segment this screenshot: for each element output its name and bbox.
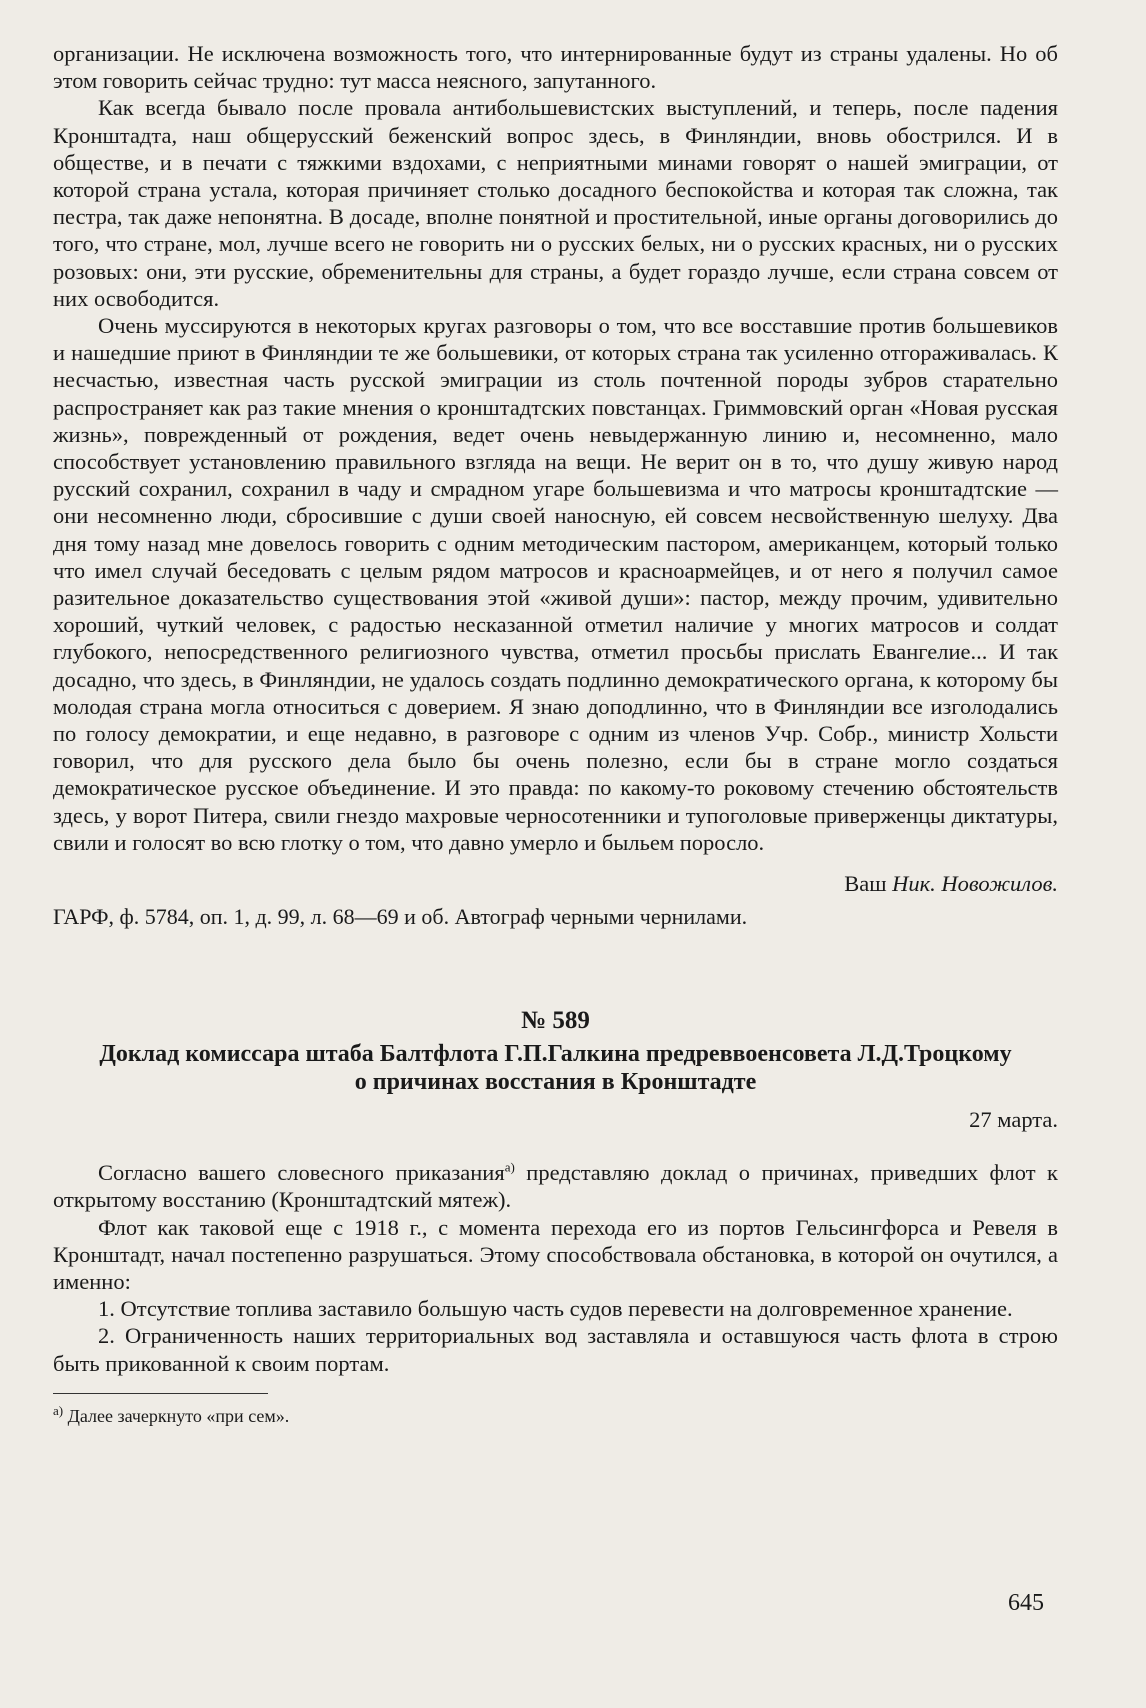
report-paragraph-2: Флот как таковой еще с 1918 г., с момента перехода его из портов Гельсингфорса и Ревеля в Кронштадт, начал постепенно разрушаться. Этому способствовала обстановка, в которой он очутился, а именно:: [53, 1214, 1058, 1294]
footnote: [53, 1404, 1058, 1428]
archive-note: ГАРФ, ф. 5784, оп. 1, д. 99, л. 68—69 и об. Автограф черными чернилами.: [53, 904, 748, 930]
page-number: 645: [1008, 1590, 1044, 1616]
letter-paragraph-1: организации. Не исключена возможность того, что интернированные будут из страны удалены. Но об этом говорить сейчас трудно: тут масса неясного, запутанного.: [53, 41, 1058, 94]
letter-paragraph-2: Как всегда бывало после провала антибольшевистских выступлений, и теперь, после падения Кронштадта, наш общерусский беженский вопрос здесь, в Финляндии, вновь обострился. И в обществе, и в печати с тяжкими вздохами, с неприятными минами говорят о нашей эмиграции, от которой страна устала, которая причиняет столько досадного беспокойства и которая так сложна, так пестра, так даже непонятна. В досаде, вполне понятной и простительной, иные органы договорились до того, что стране, мол, лучше всего не говорить ни о русских белых, ни о русских красных, ни о русских розовых: они, эти русские, обременительны для страны, а будет гораздо лучше, если страна совсем от них освободится.: [53, 95, 1058, 311]
signature: [53, 870, 1058, 897]
letter-paragraph-3: Очень муссируются в некоторых кругах разговоры о том, что все восставшие против большевиков и нашедшие приют в Финляндии те же большевики, от которых страна так усиленно отгораживалась. К несчастью, известная часть русской эмиграции из столь почтенной породы зубров старательно распространяет как раз такие мнения о кронштадтских повстанцах. Гриммовский орган «Новая русская жизнь», поврежденный от рождения, ведет очень невыдержанную линию и, несомненно, мало способствует установлению правильного взгляда на вещи. Не верит он в то, что душу живую народ русский сохранил, сохранил в чаду и смрадном угаре большевизма и что матросы кронштадтские — они несомненно люди, сбросившие с души своей наносную, ей совсем несвойственную шелуху. Два дня тому назад мне довелось говорить с одним методическим пастором, американцем, который только что имел случай беседовать с целым рядом матросов и красноармейцев, и от него я получил самое разительное доказательство существования этой «живой души»: пастор, между прочим, удивительно хороший, чуткий человек, с радостью несказанной отметил наличие у многих матросов и солдат глубокого, непосредственного религиозного чувства, отметил просьбы прислать Евангелие... И так досадно, что здесь, в Финляндии, не удалось создать подлинно демократического органа, к которому бы молодая страна могла относиться с доверием. Я знаю доподлинно, что в Финляндии все изголодались по голосу демократии, и еще недавно, в разговоре с одним из членов Учр. Собр., министр Хольсти говорил, что для русского дела было бы очень полезно, если бы в стране могло создаться демократическое русское объединение. И это правда: по какому-то роковому стечению обстоятельств здесь, у ворот Питера, свили гнездо махровые черносотенники и тупоголовые приверженцы диктатуры, свили и голосят во всю глотку о том, что давно умерло и быльем поросло.: [53, 313, 1058, 855]
document-title: Доклад комиссара штаба Балтфлота Г.П.Галкина предреввоенсовета Л.Д.Троцкому о причинах восстания в Кронштадте: [99, 1041, 1012, 1096]
letter-text: [53, 40, 1058, 856]
report-paragraph-3: 1. Отсутствие топлива заставило большую часть судов перевести на долговременное хранение.: [98, 1296, 1013, 1322]
report-text: [53, 1159, 1058, 1377]
document-date: 27 марта.: [969, 1107, 1058, 1133]
signature-name: Ник. Новожилов.: [892, 871, 1058, 897]
footnote-reference: а): [504, 1159, 515, 1175]
report-paragraph-1-end: представляю доклад о причинах, приведших флот к открытому восстанию (Кронштадтский мятеж).: [53, 1160, 1058, 1213]
signature-prefix: Ваш: [844, 871, 887, 897]
footnote-divider: [53, 1393, 268, 1394]
footnote-text: Далее зачеркнуто «при сем».: [67, 1405, 290, 1426]
footnote-marker: а): [53, 1402, 64, 1418]
report-paragraph-1-start: Согласно вашего словесного приказания: [98, 1160, 505, 1186]
report-paragraph-1: [53, 1159, 1058, 1213]
document-number: № 589: [521, 1007, 590, 1035]
report-paragraph-4: 2. Ограниченность наших территориальных вод заставляла и оставшуюся часть флота в строю быть прикованной к своим портам.: [53, 1323, 1058, 1376]
